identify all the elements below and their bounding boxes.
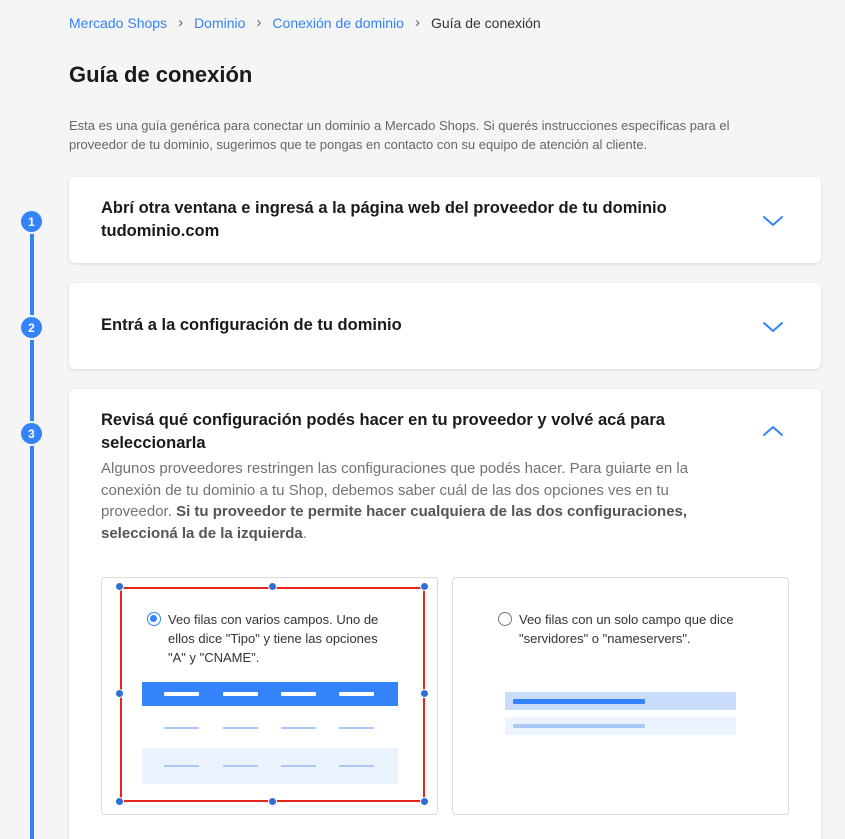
resize-handle-right[interactable] <box>420 689 429 698</box>
step-3-description: Algunos proveedores restringen las configuraciones que podés hacer. Para guiarte en la conexión de tu dominio a tu Shop, debemos saber cuál de las dos opciones ves en tu proveedor. Si tu proveedor te permite hacer cualquiera de las dos configuraciones, seleccioná la de la izquierda. <box>101 460 689 542</box>
resize-handle-bottom-left[interactable] <box>115 797 124 806</box>
resize-handle-bottom-right[interactable] <box>420 797 429 806</box>
chevron-down-icon[interactable] <box>761 319 785 335</box>
breadcrumb-link-dominio[interactable]: Dominio <box>194 14 246 31</box>
step-3-badge: 3 <box>21 423 42 444</box>
chevron-right-icon: › <box>414 14 420 31</box>
step-1-title: Abrí otra ventana e ingresá a la página web del proveedor de tu dominio tudominio.com <box>101 199 667 240</box>
resize-handle-top[interactable] <box>268 582 277 591</box>
resize-handle-top-left[interactable] <box>115 582 124 591</box>
breadcrumb <box>69 14 541 31</box>
step-2-card[interactable] <box>69 283 821 369</box>
option-multiple-fields-radio[interactable] <box>147 612 161 626</box>
chevron-right-icon: › <box>178 14 184 31</box>
breadcrumb-link-mercado-shops[interactable]: Mercado Shops <box>69 14 168 31</box>
intro-text: Esta es una guía genérica para conectar un dominio a Mercado Shops. Si querés instrucciones específicas para el proveedor de tu dominio, sugerimos que te pongas en contacto con su equipo de atención al cliente. <box>69 118 730 152</box>
breadcrumb-link-conexion-de-dominio[interactable]: Conexión de dominio <box>272 14 404 31</box>
resize-handle-top-right[interactable] <box>420 582 429 591</box>
option-nameservers[interactable] <box>452 577 789 815</box>
step-2-badge: 2 <box>21 317 42 338</box>
resize-handle-left[interactable] <box>115 689 124 698</box>
page-title: Guía de conexión <box>69 62 253 87</box>
option-nameservers-label: Veo filas con un solo campo que dice "servidores" o "nameservers". <box>519 612 734 646</box>
step-1-badge: 1 <box>21 211 42 232</box>
step-3-title: Revisá qué configuración podés hacer en tu proveedor y volvé acá para seleccionarla <box>101 411 665 452</box>
chevron-up-icon[interactable] <box>761 423 785 439</box>
option-multiple-fields-label: Veo filas con varios campos. Uno de ellos dice "Tipo" y tiene las opciones "A" y "CNAME". <box>168 612 379 665</box>
chevron-right-icon: › <box>256 14 262 31</box>
nameservers-illustration <box>505 692 736 736</box>
step-3-card[interactable] <box>69 389 821 839</box>
resize-handle-bottom[interactable] <box>268 797 277 806</box>
option-nameservers-radio[interactable] <box>498 612 512 626</box>
timeline-line <box>30 222 34 839</box>
step-2-title: Entrá a la configuración de tu dominio <box>101 316 402 334</box>
option-multiple-fields[interactable] <box>101 577 438 815</box>
step-1-card[interactable] <box>69 177 821 263</box>
dns-records-table-illustration <box>142 682 398 784</box>
breadcrumb-current: Guía de conexión <box>430 14 541 31</box>
chevron-down-icon[interactable] <box>761 213 785 229</box>
